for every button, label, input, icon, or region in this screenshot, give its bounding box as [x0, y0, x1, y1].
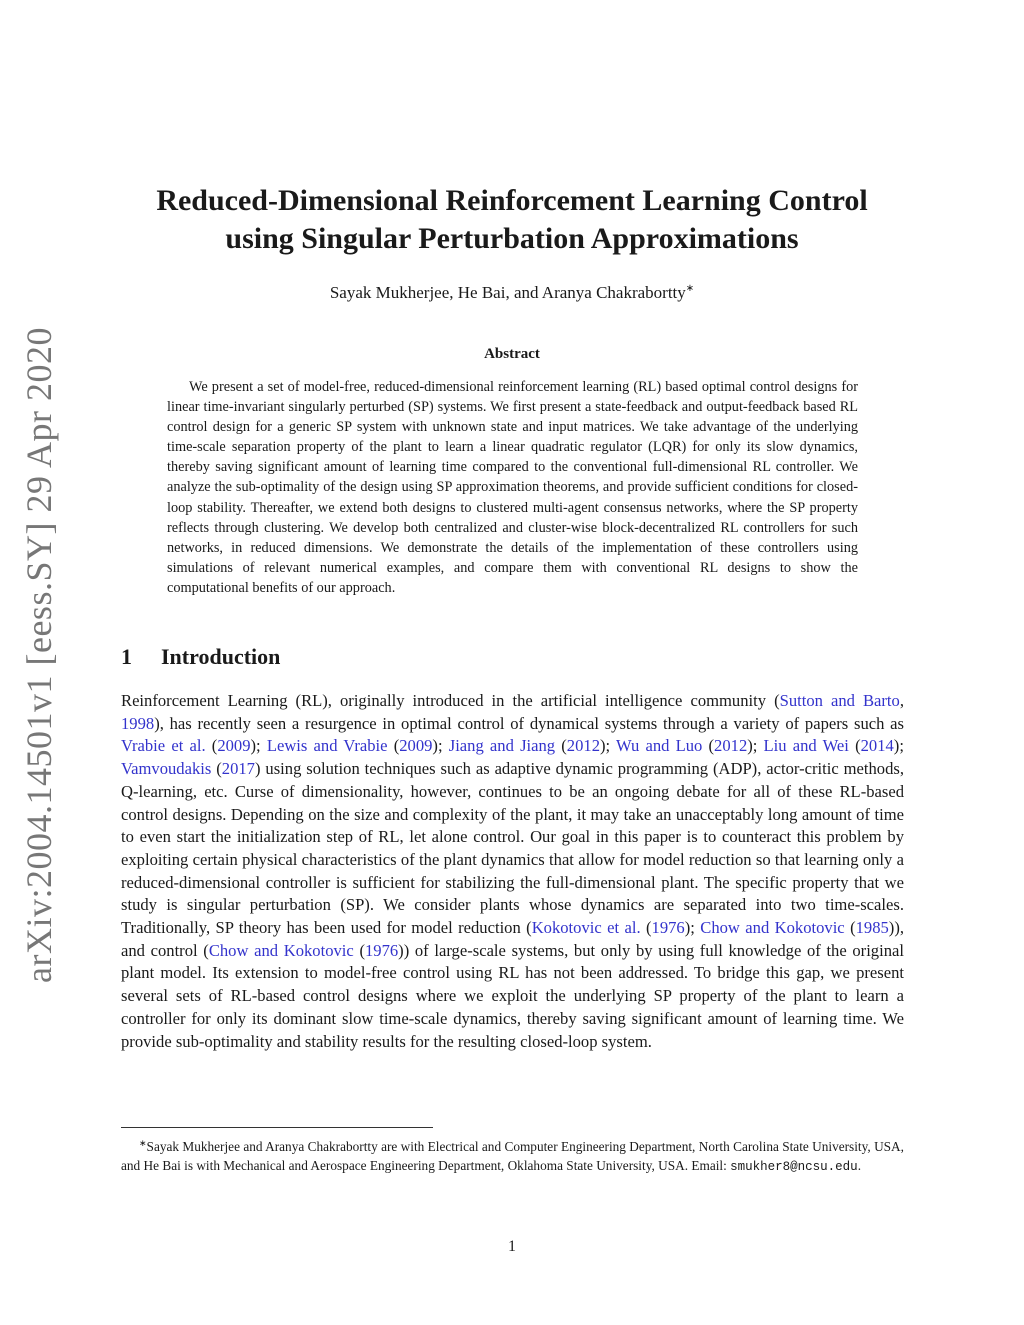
intro-text: ( [555, 736, 567, 756]
intro-text: ); [432, 736, 449, 756]
authors [100, 283, 924, 303]
footnote-email: smukher8@ncsu.edu [730, 1159, 858, 1174]
citation-link[interactable]: 1976 [651, 918, 685, 938]
intro-text: ); [599, 736, 616, 756]
citation-link[interactable]: Sutton and Barto [779, 691, 900, 710]
intro-text: ) using solution techniques such as adaptive dynamic programming (ADP), actor-critic methods, Q-learning, etc. Curse of dimensionality, however, continues to be an ongoing debate for all of these RL-based control designs. Depending on the size and complexity of the plant, it may take an unacceptably long amount of time to even start the initialization step of RL, let alone control. Our goal in this paper is to counteract this problem by exploiting certain physical characteristics of the plant dynamics that allow for model reduction so that learning only a reduced-dimensional controller is sufficient for stabilizing the full-dimensional plant. The specific property that we study is singular perturbation (SP). We consider plants whose dynamics are separated into two time-scales. Traditionally, SP theory has been used for model reduction ( [121, 759, 904, 938]
citation-link[interactable]: 1998 [121, 713, 155, 733]
citation-link[interactable]: 1985 [855, 918, 889, 938]
citation-link[interactable]: Vamvoudakis [121, 759, 212, 779]
intro-text: ); [684, 918, 701, 938]
citation-link[interactable]: Liu and Wei [763, 736, 849, 756]
paper-title [100, 182, 924, 258]
author-names: Sayak Mukherjee, He Bai, and Aranya Chakrabortty [329, 283, 686, 302]
citation-link[interactable]: 2009 [399, 736, 433, 756]
abstract-text: We present a set of model-free, reduced-dimensional reinforcement learning (RL) based optimal control designs for linear time-invariant singularly perturbed (SP) systems. We first present a state-feedback and output-feedback based RL control design for a generic SP system with unknown state and input matrices. We take advantage of the underlying time-scale separation property of the plant to learn a linear quadratic regulator (LQR) for only its slow dynamics, thereby saving significant amount of learning time compared to the conventional full-dimensional RL controller. We analyze the sub-optimality of the design using SP approximation theorems, and provide sufficient conditions for closed-loop stability. Thereafter, we extend both designs to clustered multi-agent consensus networks, where the SP property reflects through clustering. We develop both centralized and cluster-wise block-decentralized RL controllers for such networks, in reduced dimensions. We demonstrate the details of the implementation of these controllers using simulations of relevant numerical examples, and compare them with conventional RL designs to show the computational benefits of our approach. [167, 379, 858, 596]
footnote [121, 1134, 904, 1176]
intro-text: ( [844, 918, 856, 938]
page-number: 1 [508, 1238, 516, 1255]
citation-link[interactable]: 2009 [217, 736, 251, 756]
intro-text: ); [250, 736, 267, 756]
intro-text: ( [387, 736, 400, 756]
section-number: 1 [121, 644, 132, 669]
citation-link[interactable]: 2014 [860, 736, 894, 756]
citation-link[interactable]: 2012 [566, 736, 600, 756]
citation-link[interactable]: Vrabie et al. [121, 736, 206, 756]
intro-text: )) of large-scale systems, but only by using full knowledge of the original plant model. Its extension to model-free control using RL has not been addressed. To bridge this gap, we present several sets of RL-based control designs where we exploit the underlying SP property of the plant to learn a controller for only its dominant slow time-scale dynamics, thereby saving significant amount of learning time. We provide sub-optimality and stability results for the resulting closed-loop system. [121, 940, 904, 1051]
intro-text: ); [747, 736, 764, 756]
citation-link[interactable]: Kokotovic et al. [531, 918, 641, 938]
title-line-2: using Singular Perturbation Approximations [225, 222, 799, 255]
arxiv-stamp-text: arXiv:2004.14501v1 [eess.SY] 29 Apr 2020 [19, 327, 59, 983]
citation-link[interactable]: 2017 [221, 759, 255, 779]
intro-text: ); [893, 736, 904, 756]
intro-text: ( [848, 736, 861, 756]
intro-text: ( [353, 940, 365, 960]
footnote-mark: ∗ [139, 1138, 147, 1148]
intro-text: Reinforcement Learning (RL), originally introduced in the artificial intelligence community ( [121, 691, 780, 710]
citation-link[interactable]: 1976 [364, 940, 399, 960]
citation-link[interactable]: Chow and Kokotovic [208, 940, 354, 960]
footnote-text: Sayak Mukherjee and Aranya Chakrabortty are with Electrical and Computer Engineering Department, North Carolina State University, USA, and He Bai is with Mechanical and Aerospace Engineering Department, Oklahoma State University, USA. Email: [121, 1139, 904, 1173]
footnote-end: . [857, 1157, 862, 1173]
footnote-divider [121, 1127, 433, 1128]
intro-text: )), and control ( [121, 918, 904, 960]
citation-link[interactable]: Lewis and Vrabie [266, 736, 388, 756]
intro-text: ( [211, 759, 222, 779]
intro-text: ), has recently seen a resurgence in optimal control of dynamical systems through a variety of papers such as [154, 713, 904, 733]
citation-link[interactable]: 2012 [714, 736, 748, 756]
title-line-1: Reduced-Dimensional Reinforcement Learning Control [156, 184, 868, 217]
intro-text: ( [702, 736, 715, 756]
author-footnote-mark: ∗ [685, 283, 695, 294]
section-heading [121, 644, 280, 670]
citation-link[interactable]: Jiang and Jiang [448, 736, 556, 756]
abstract-heading: Abstract [484, 346, 540, 362]
section-title: Introduction [161, 644, 281, 669]
introduction-paragraph [121, 690, 904, 1053]
intro-text: ( [640, 918, 652, 938]
citation-link[interactable]: Chow and Kokotovic [700, 918, 845, 938]
intro-text: , [899, 691, 904, 710]
citation-link[interactable]: Wu and Luo [616, 736, 703, 756]
intro-text: ( [205, 736, 218, 756]
